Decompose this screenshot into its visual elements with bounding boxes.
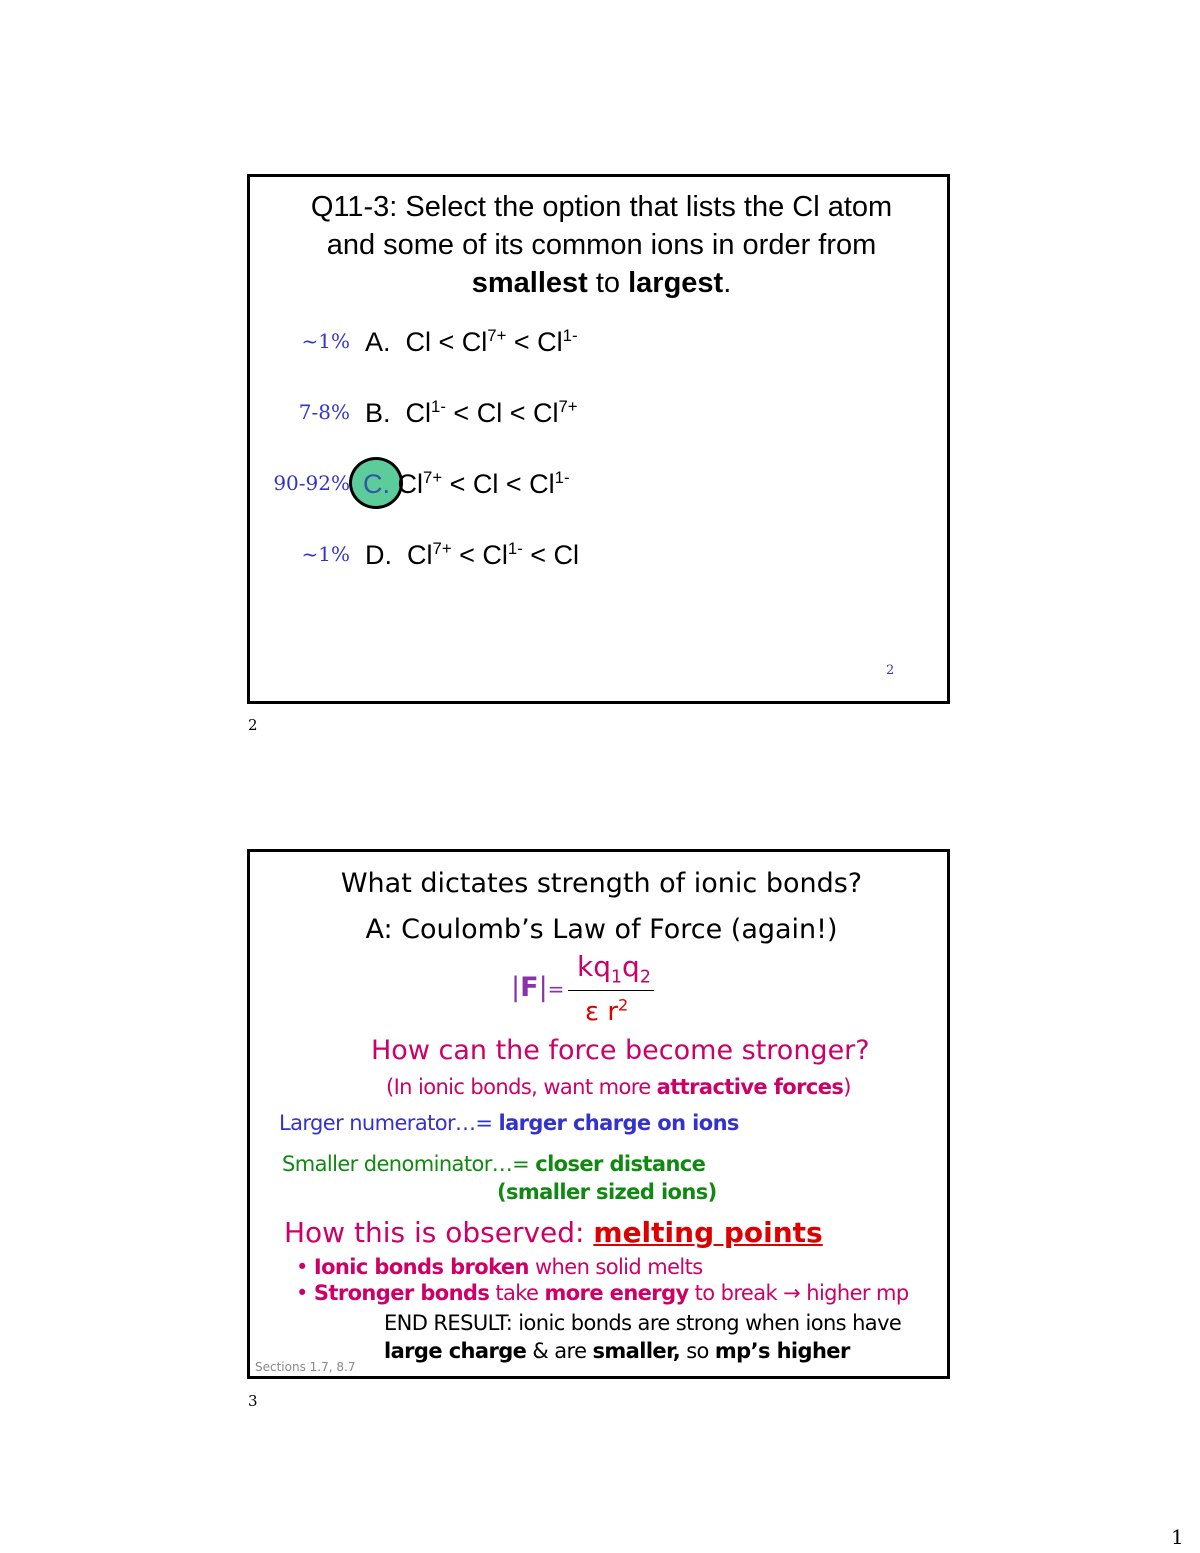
bullet-1 (296, 1255, 703, 1279)
option-d-sup-2: 1- (507, 539, 523, 558)
observed-line (284, 1216, 823, 1249)
option-c-letter: C. (363, 469, 390, 499)
bullet-1-rest: when solid melts (528, 1255, 703, 1279)
formula-bar-right: | (538, 972, 548, 1003)
question-bold-largest: largest (628, 267, 724, 299)
formula-q2-sub: 2 (639, 967, 651, 988)
formula-epsilon: ε (585, 997, 600, 1027)
option-c-text-2: < Cl < Cl (442, 469, 555, 499)
larger-numerator-bold: larger charge on ions (498, 1111, 739, 1135)
formula-numerator (577, 950, 651, 988)
option-b-sup-2: 7+ (558, 397, 578, 416)
slide-2 (247, 174, 950, 704)
force-question: How can the force become stronger? (371, 1035, 870, 1066)
option-b-text-1: Cl (405, 398, 432, 428)
bullet-2-dot: • (296, 1281, 308, 1305)
formula-q1: q (593, 950, 611, 983)
slide-title: What dictates strength of ionic bonds? (340, 868, 863, 899)
option-a-sup-1: 7+ (487, 326, 507, 345)
option-a-text-1: Cl < Cl (405, 327, 488, 357)
formula-k: k (577, 950, 594, 983)
question-mid: to (587, 267, 629, 299)
end-result-bold-3: mp’s higher (714, 1339, 850, 1363)
slide-2-caption-number: 3 (248, 1392, 258, 1410)
question-line-1: Q11-3: Select the option that lists the Cl atom (310, 191, 893, 223)
slide-number: 2 (886, 663, 895, 678)
formula-q1-sub: 1 (611, 967, 623, 988)
option-b-sup-1: 1- (431, 397, 446, 416)
option-d-sup-1: 7+ (432, 539, 452, 558)
paren-note (386, 1075, 851, 1099)
option-a-text-2: < Cl (506, 327, 563, 357)
smaller-denominator-line (282, 1152, 705, 1176)
formula-lhs (511, 972, 564, 1003)
option-d (365, 540, 579, 571)
option-a-sup-2: 1- (562, 326, 578, 345)
bullet-1-bold: Ionic bonds broken (313, 1255, 529, 1279)
option-d-percent: ~1% (301, 542, 350, 566)
option-c-sup-2: 1- (554, 468, 570, 487)
option-c-text-1: Cl (397, 469, 424, 499)
bullet-2-rest: to break (688, 1281, 784, 1305)
option-d-text-2: < Cl (451, 540, 508, 570)
observed-pre: How this is observed: (284, 1216, 594, 1249)
slide-subtitle: A: Coulomb’s Law of Force (again!) (365, 914, 838, 945)
question-line-3 (250, 267, 953, 300)
formula-r-sup: 2 (618, 995, 629, 1015)
paren-note-bold: attractive forces (656, 1075, 844, 1099)
option-b (365, 398, 578, 429)
end-result-bold-2: smaller, (592, 1339, 681, 1363)
end-result-mid-1: & are (526, 1339, 593, 1363)
formula-r: r (607, 997, 619, 1027)
bullet-2 (296, 1281, 909, 1305)
option-b-letter: B. (365, 398, 391, 428)
option-c-percent: 90-92% (273, 471, 350, 495)
question-line-2: and some of its common ions in order from (326, 229, 877, 261)
bullet-2-mid: take (489, 1281, 545, 1305)
question-bold-smallest: smallest (471, 267, 588, 299)
page-number: 1 (1171, 1525, 1184, 1549)
smaller-sized-ions: (smaller sized ions) (497, 1180, 717, 1204)
end-result-line-2 (384, 1339, 850, 1363)
option-c-sup-1: 7+ (423, 468, 443, 487)
option-b-text-2: < Cl < Cl (445, 398, 559, 428)
smaller-denominator-bold: closer distance (535, 1152, 706, 1176)
option-a-percent: ~1% (301, 329, 350, 353)
smaller-denominator-pre: Smaller denominator…= (282, 1152, 536, 1176)
larger-numerator-line (279, 1111, 739, 1135)
bullet-1-dot: • (296, 1255, 308, 1279)
formula-q2: q (622, 950, 640, 983)
option-d-text-1: Cl (407, 540, 433, 570)
formula-fraction-bar (568, 990, 654, 991)
bullet-2-bold: Stronger bonds (313, 1281, 490, 1305)
larger-numerator-pre: Larger numerator…= (279, 1111, 499, 1135)
end-result-line-1: END RESULT: ionic bonds are strong when ions have (384, 1311, 902, 1335)
melting-points-link: melting points (593, 1216, 823, 1249)
formula-F: F (520, 972, 539, 1003)
option-a-letter: A. (365, 327, 391, 357)
question-end: . (723, 267, 732, 299)
end-result-bold-1: large charge (384, 1339, 527, 1363)
right-arrow-icon: → (783, 1281, 801, 1305)
option-c (363, 469, 570, 500)
option-b-percent: 7-8% (298, 400, 350, 424)
slide-1-caption-number: 2 (248, 716, 258, 734)
option-d-letter: D. (365, 540, 392, 570)
sections-reference: Sections 1.7, 8.7 (255, 1360, 356, 1374)
bullet-2-bold-2: more energy (544, 1281, 689, 1305)
option-a (365, 327, 578, 358)
formula-bar-left: | (511, 972, 521, 1003)
formula-equals: = (547, 977, 565, 1001)
paren-note-pre: (In ionic bonds, want more (386, 1075, 657, 1099)
bullet-2-end: higher mp (800, 1281, 909, 1305)
option-d-text-3: < Cl (522, 540, 580, 570)
paren-note-post: ) (843, 1075, 851, 1099)
formula-denominator (585, 997, 628, 1027)
slide-3 (247, 849, 950, 1379)
end-result-mid-2: so (680, 1339, 715, 1363)
